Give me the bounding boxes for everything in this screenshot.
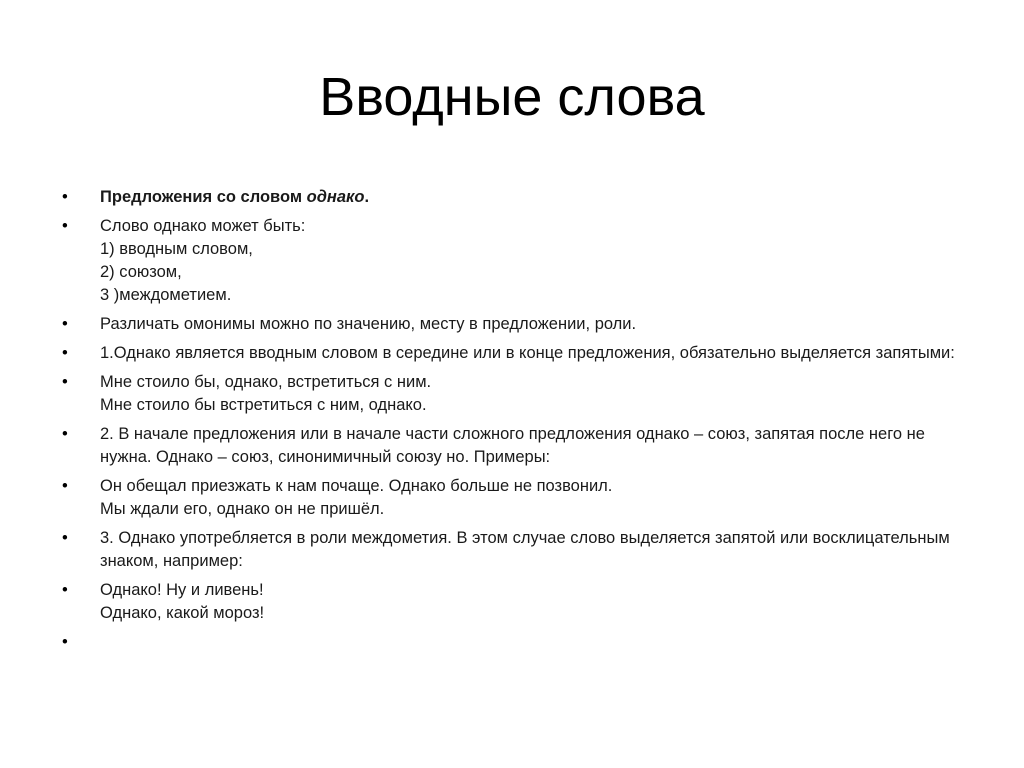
bullet-item — [60, 475, 960, 521]
slide-title: Вводные слова — [319, 67, 705, 127]
bullet-item — [60, 423, 960, 469]
bullet-line: • Различать омонимы можно по значению, месту в предложении, роли. — [100, 315, 637, 333]
bullet-line: • Однако! Ну и ливень! — [100, 581, 264, 599]
bullet-item — [60, 186, 960, 209]
bullet-item — [60, 215, 960, 307]
bullet-item — [60, 342, 960, 365]
bullet-item — [60, 371, 960, 417]
bullet-line: • Мне стоило бы, однако, встретиться с ним. — [100, 373, 432, 391]
bullet-item-empty — [60, 631, 960, 654]
bullet-line: Однако, какой мороз! — [100, 604, 265, 622]
bullet-line: Мы ждали его, однако он не пришёл. — [100, 500, 385, 518]
bullet-line: 2) союзом, — [100, 263, 182, 281]
bullet-line: Мне стоило бы встретиться с ним, однако. — [100, 396, 427, 414]
bullet-line: 3 )междометием. — [100, 286, 232, 304]
bullet-line: • Слово однако может быть: — [100, 217, 306, 235]
bullet-line: • Он обещал приезжать к нам почаще. Однако больше не позвонил. — [100, 477, 613, 495]
bullet-item — [60, 527, 960, 573]
bullet-line: 1) вводным словом, — [100, 240, 253, 258]
bullet-text: • 1.Однако является вводным словом в середине или в конце предложения, обязательно выделяется запятыми: — [100, 344, 955, 362]
bullet-text: • 2. В начале предложения или в начале части сложного предложения однако – союз, запятая после него не нужна. Однако – союз, синонимичный союзу но. Примеры: — [100, 425, 925, 466]
bullet-line-empty — [100, 631, 960, 654]
bullet-text: • 3. Однако употребляется в роли междометия. В этом случае слово выделяется запятой или восклицательным знаком, например: — [100, 529, 950, 570]
bullet-heading: Предложения со словом однако. — [100, 188, 370, 206]
bullet-item — [60, 313, 960, 336]
bullet-item — [60, 579, 960, 625]
bullet-list — [60, 186, 960, 660]
